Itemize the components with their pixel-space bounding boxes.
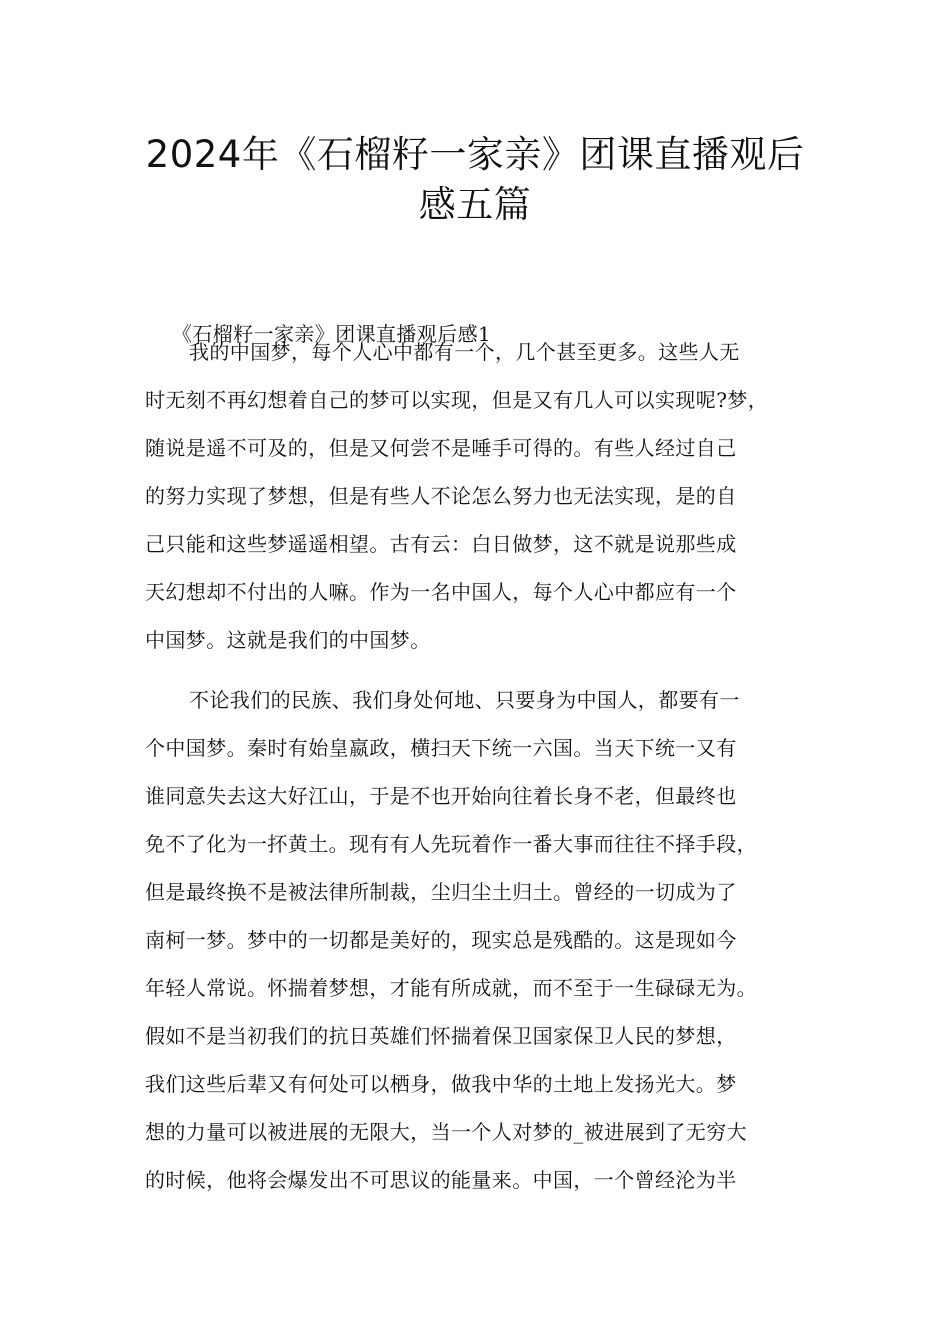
paragraph-2-line: 想的力量可以被进展的无限大，当一个人对梦的_被进展到了无穷大 — [145, 1120, 747, 1144]
paragraph-2-line: 免不了化为一抔黄土。现有有人先玩着作一番大事而往往不择手段， — [145, 832, 757, 856]
paragraph-1-line: 随说是遥不可及的，但是又何尝不是唾手可得的。有些人经过自己 — [145, 436, 737, 460]
paragraph-2-line: 个中国梦。秦时有始皇嬴政，横扫天下统一六国。当天下统一又有 — [145, 736, 737, 760]
paragraph-1-line: 我的中国梦，每个人心中都有一个，几个甚至更多。这些人无 — [189, 340, 740, 364]
paragraph-2-line: 假如不是当初我们的抗日英雄们怀揣着保卫国家保卫人民的梦想， — [145, 1024, 737, 1048]
section-subtitle: 《石榴籽一家亲》团课直播观后感1 — [172, 322, 492, 346]
paragraph-2-line: 不论我们的民族、我们身处何地、只要身为中国人，都要有一 — [189, 688, 740, 712]
paragraph-1-line: 时无刻不再幻想着自己的梦可以实现，但是又有几人可以实现呢?梦， — [145, 388, 769, 412]
paragraph-2-line: 但是最终换不是被法律所制裁，尘归尘土归土。曾经的一切成为了 — [145, 880, 737, 904]
paragraph-2-line: 我们这些后辈又有何处可以栖身，做我中华的土地上发扬光大。梦 — [145, 1072, 737, 1096]
paragraph-2-line: 年轻人常说。怀揣着梦想，才能有所成就，而不至于一生碌碌无为。 — [145, 976, 757, 1000]
paragraph-2-line: 的时候，他将会爆发出不可思议的能量来。中国，一个曾经沦为半 — [145, 1168, 737, 1192]
paragraph-1-line: 的努力实现了梦想，但是有些人不论怎么努力也无法实现，是的自 — [145, 484, 737, 508]
paragraph-1-line: 中国梦。这就是我们的中国梦。 — [145, 628, 431, 652]
paragraph-2-line: 南柯一梦。梦中的一切都是美好的，现实总是残酷的。这是现如今 — [145, 928, 737, 952]
paragraph-2-line: 谁同意失去这大好江山，于是不也开始向往着长身不老，但最终也 — [145, 784, 737, 808]
document-title-line-1: 2024年《石榴籽一家亲》团课直播观后 — [145, 133, 805, 176]
paragraph-1-line: 天幻想却不付出的人嘛。作为一名中国人，每个人心中都应有一个 — [145, 580, 737, 604]
document-title-line-2: 感五篇 — [418, 183, 532, 226]
paragraph-1-line: 己只能和这些梦遥遥相望。古有云：白日做梦，这不就是说那些成 — [145, 532, 737, 556]
